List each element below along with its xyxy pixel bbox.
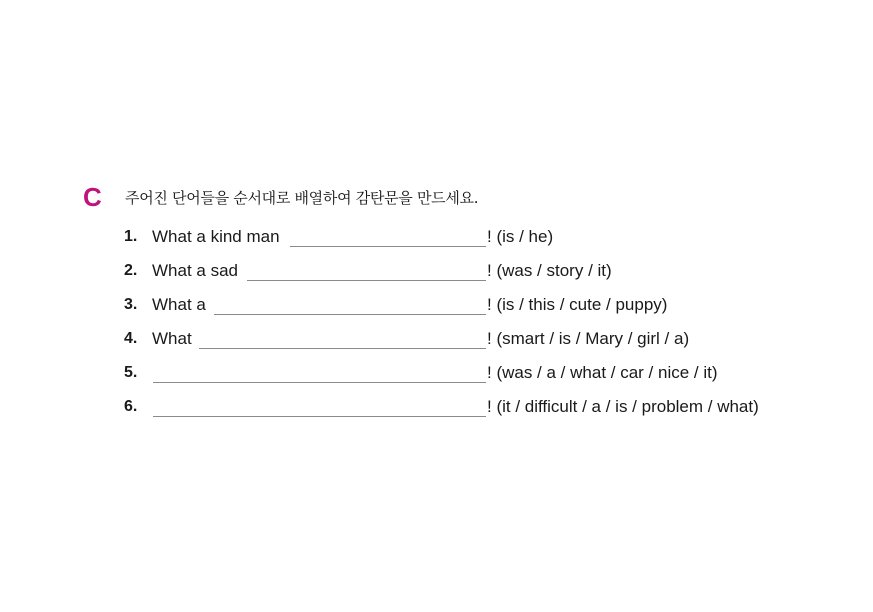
exercise-item-2 — [124, 260, 612, 294]
item-stem: What a — [152, 295, 206, 314]
answer-blank[interactable] — [199, 348, 486, 349]
answer-blank[interactable] — [153, 416, 486, 417]
answer-blank[interactable] — [247, 280, 486, 281]
item-word-hint: ! (smart / is / Mary / girl / a) — [487, 329, 690, 348]
answer-blank[interactable] — [214, 314, 486, 315]
section-instruction: 주어진 단어들을 순서대로 배열하여 감탄문을 만드세요. — [125, 188, 479, 207]
exercise-section-c — [83, 181, 843, 416]
item-number: 1. — [124, 228, 138, 245]
item-number: 5. — [124, 364, 138, 381]
item-word-hint: ! (is / this / cute / puppy) — [487, 295, 668, 314]
exercise-item-5 — [124, 362, 718, 396]
item-word-hint: ! (is / he) — [487, 227, 554, 246]
section-letter: C — [83, 182, 102, 212]
section-header — [83, 181, 843, 213]
exercise-item-3 — [124, 294, 668, 328]
item-word-hint: ! (was / story / it) — [487, 261, 612, 280]
item-stem: What a sad — [152, 261, 238, 280]
item-number: 6. — [124, 398, 138, 415]
item-stem: What a kind man — [152, 227, 280, 246]
answer-blank[interactable] — [153, 382, 486, 383]
exercise-list — [124, 226, 759, 430]
exercise-item-4 — [124, 328, 690, 362]
exercise-item-6 — [124, 396, 759, 430]
item-number: 3. — [124, 296, 138, 313]
item-word-hint: ! (it / difficult / a / is / problem / what) — [487, 397, 759, 416]
answer-blank[interactable] — [290, 246, 486, 247]
item-number: 2. — [124, 262, 138, 279]
item-stem: What — [152, 329, 192, 348]
item-word-hint: ! (was / a / what / car / nice / it) — [487, 363, 718, 382]
exercise-item-1 — [124, 226, 554, 260]
item-number: 4. — [124, 330, 138, 347]
